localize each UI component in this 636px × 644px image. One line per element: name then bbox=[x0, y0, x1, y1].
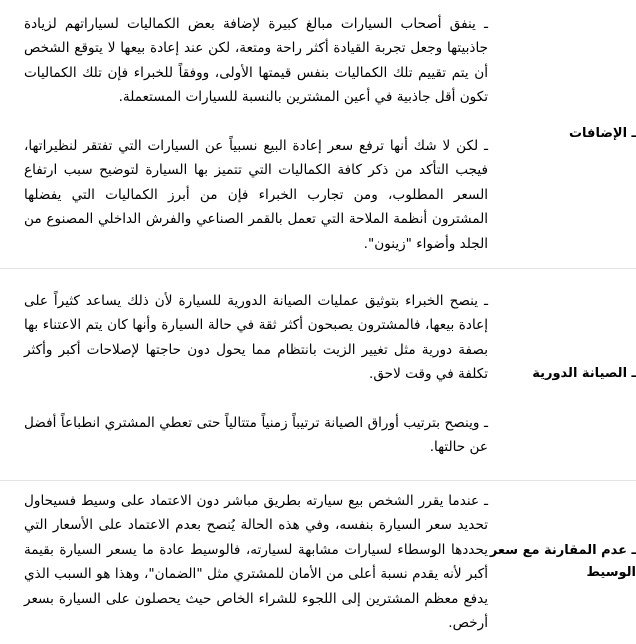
paragraph: ـ ينفق أصحاب السيارات مبالغ كبيرة لإضافة بعض الكماليات لسياراتهم لزيادة جاذبيتها وجعل تجربة القيادة أكثر راحة ومتعة، لكن عند إعادة بيعها لا يتوقع الشخص أن يتم تقييم تلك الكماليات بنفس قيمتها الأولى، ووفقاً للخبراء فإن تلك الكماليات تكون أقل جاذبية في أعين المشترين بالنسبة للسيارات المستعملة. bbox=[24, 15, 488, 105]
row-content-maintenance bbox=[0, 268, 488, 480]
row-label-broker-price: ـ عدم المقارنة مع سعر الوسيط bbox=[488, 480, 636, 644]
paragraph: ـ لكن لا شك أنها ترفع سعر إعادة البيع نسبياً عن السيارات التي تفتقر لنظيراتها، فيجب التأكد من ذكر كافة الكماليات التي تتميز بها السيارة لتوضيح سبب ارتفاع السعر المطلوب، ومن تجارب الخبراء فإن من أبرز الكماليات التي يفضلها المشترون أنظمة الملاحة التي تعمل بالقمر الصناعي والفرش الداخلي المصنوع من الجلد وأضواء "زينون". bbox=[24, 137, 488, 252]
table-row bbox=[0, 0, 636, 268]
row-label-additions: ـ الإضافات bbox=[568, 125, 636, 141]
row-label-maintenance: ـ الصيانة الدورية bbox=[488, 268, 636, 480]
paragraph: ـ وينصح بترتيب أوراق الصيانة ترتيباً زمنياً متتالياً حتى تعطي المشتري انطباعاً أفضل عن حالتها. bbox=[24, 414, 488, 455]
table-row bbox=[0, 480, 636, 644]
paragraph: ـ عندما يقرر الشخص بيع سيارته بطريق مباشر دون الاعتماد على وسيط فسيحاول تحديد سعر السيارة بنفسه، وفي هذه الحالة يُنصح بعدم الاعتماد على الأسعار التي يحددها الوسطاء لسيارات مشابهة لسيارته، فالوسيط عادة ما يسعر السيارة بقيمة أكبر لأنه يقدم نسبة أعلى من الأمان للمشتري مثل "الضمان"، وهذا هو السبب الذي يدفع معظم المشترين إلى اللجوء للشراء الخاص حيث يحصلون على السيارة بسعر أرخص. bbox=[24, 492, 488, 631]
row-content-broker-price bbox=[0, 480, 488, 644]
paragraph: ـ ينصح الخبراء بتوثيق عمليات الصيانة الدورية للسيارة لأن ذلك يساعد كثيراً على إعادة بيعها، فالمشترون يصبحون أكثر ثقة في حالة السيارة وأنها كان يتم الاعتناء بها بصفة دورية مثل تغيير الزيت بانتظام مما يحول دون حاجتها لإصلاحات أكبر وأكثر تكلفة في وقت لاحق. bbox=[24, 292, 488, 382]
row-content-additions bbox=[0, 0, 488, 268]
table-row bbox=[0, 268, 636, 480]
